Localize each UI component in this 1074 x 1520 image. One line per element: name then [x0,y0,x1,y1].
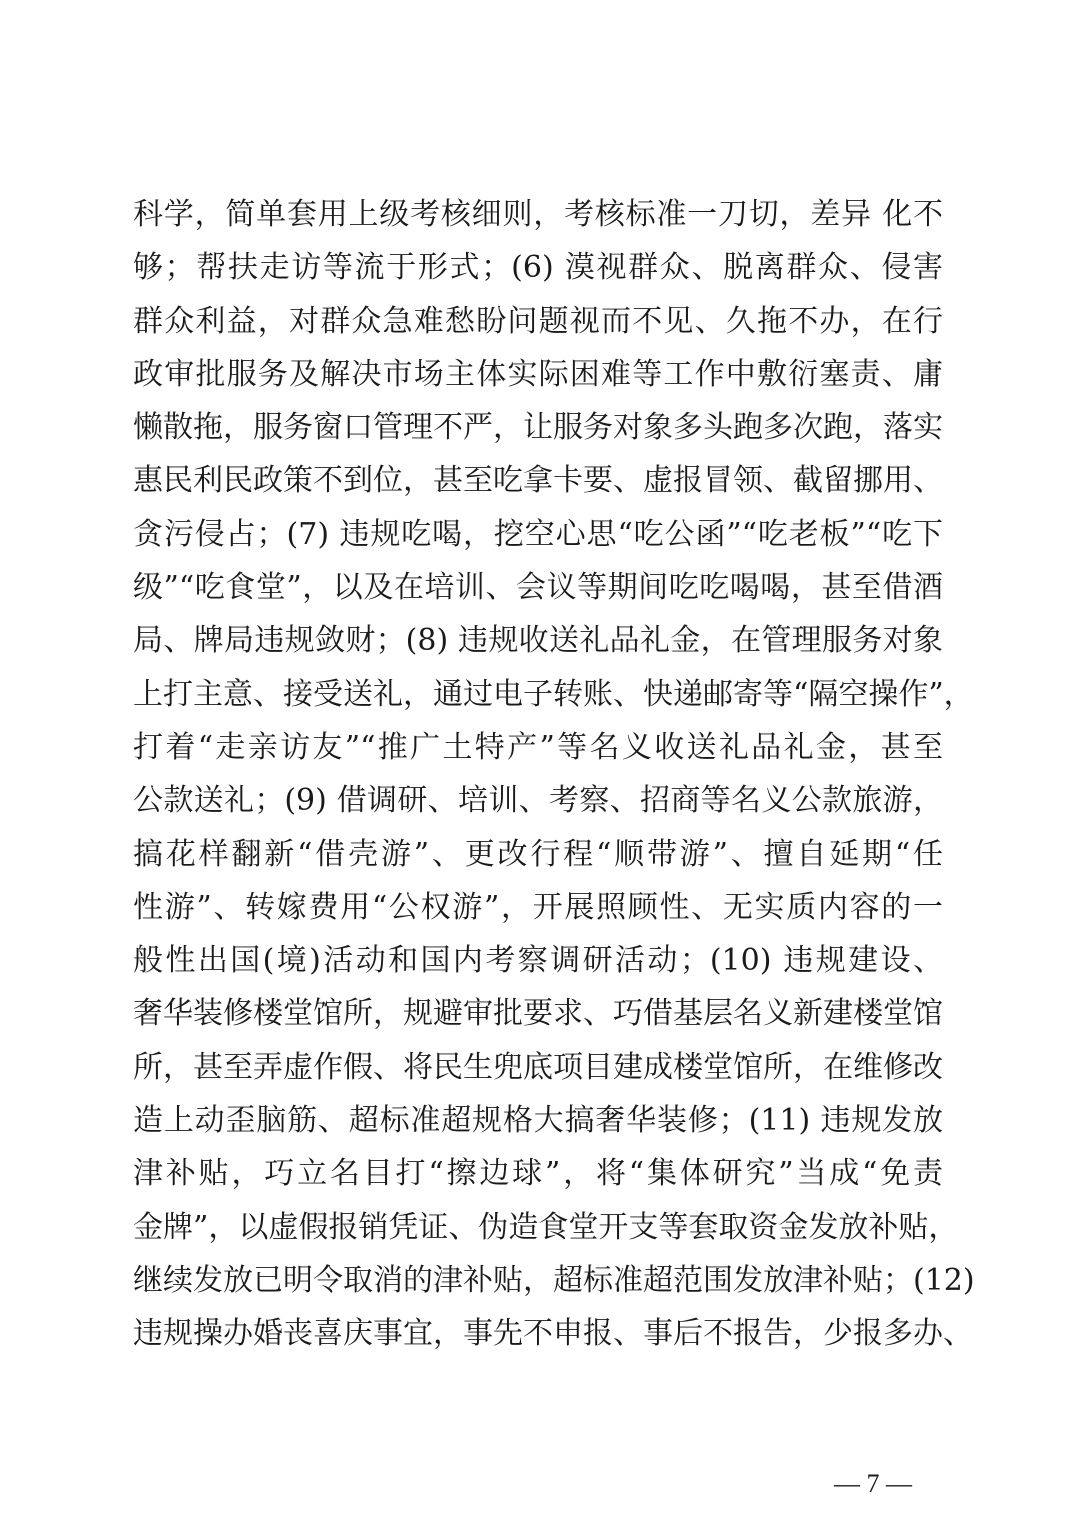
body-line: 政审批服务及解决市场主体实际困难等工作中敷衍塞责、庸 [133,356,943,392]
body-line: 津补贴，巧立名目打“擦边球”，将“集体研究”当成“免责 [133,1156,943,1192]
body-line: 局、牌局违规敛财；(8) 违规收送礼品礼金，在管理服务对象 [133,623,943,659]
body-line: 所，甚至弄虚作假、将民生兜底项目建成楼堂馆所，在维修改 [133,1049,943,1085]
body-line: 金牌”，以虚假报销凭证、伪造食堂开支等套取资金发放补贴， [133,1209,959,1245]
body-line: 般性出国(境)活动和国内考察调研活动；(10) 违规建设、 [133,943,943,979]
body-line: 够；帮扶走访等流于形式；(6) 漠视群众、脱离群众、侵害 [133,250,943,286]
body-line: 搞花样翻新“借壳游”、更改行程“顺带游”、擅自延期“任 [133,836,943,872]
body-line: 上打主意、接受送礼，通过电子转账、快递邮寄等“隔空操作”， [133,676,974,712]
body-line: 惠民利民政策不到位，甚至吃拿卡要、虚报冒领、截留挪用、 [133,463,943,499]
body-line: 继续发放已明令取消的津补贴，超标准超范围发放津补贴；(12) [133,1262,975,1298]
body-text [133,188,975,1361]
body-line: 贪污侵占；(7) 违规吃喝，挖空心思“吃公函”“吃老板”“吃下 [133,516,943,552]
body-line: 公款送礼；(9) 借调研、培训、考察、招商等名义公款旅游， [133,783,943,819]
body-line: 性游”、转嫁费用“公权游”，开展照顾性、无实质内容的一 [133,889,943,925]
body-line: 科学，简单套用上级考核细则，考核标准一刀切，差异 化不 [133,197,943,232]
page-number: — 7 — [834,1469,912,1498]
body-line: 懒散拖，服务窗口管理不严，让服务对象多头跑多次跑，落实 [133,410,943,446]
body-line: 群众利益，对群众急难愁盼问题视而不见、久拖不办，在行 [133,303,943,339]
body-line: 违规操办婚丧喜庆事宜，事先不申报、事后不报告，少报多办、 [133,1316,973,1352]
body-line: 奢华装修楼堂馆所，规避审批要求、巧借基层名义新建楼堂馆 [133,996,943,1032]
body-line: 级”“吃食堂”，以及在培训、会议等期间吃吃喝喝，甚至借酒 [133,570,943,606]
body-line: 打着“走亲访友”“推广土特产”等名义收送礼品礼金，甚至 [133,729,943,765]
body-line: 造上动歪脑筋、超标准超规格大搞奢华装修；(11) 违规发放 [133,1103,943,1139]
